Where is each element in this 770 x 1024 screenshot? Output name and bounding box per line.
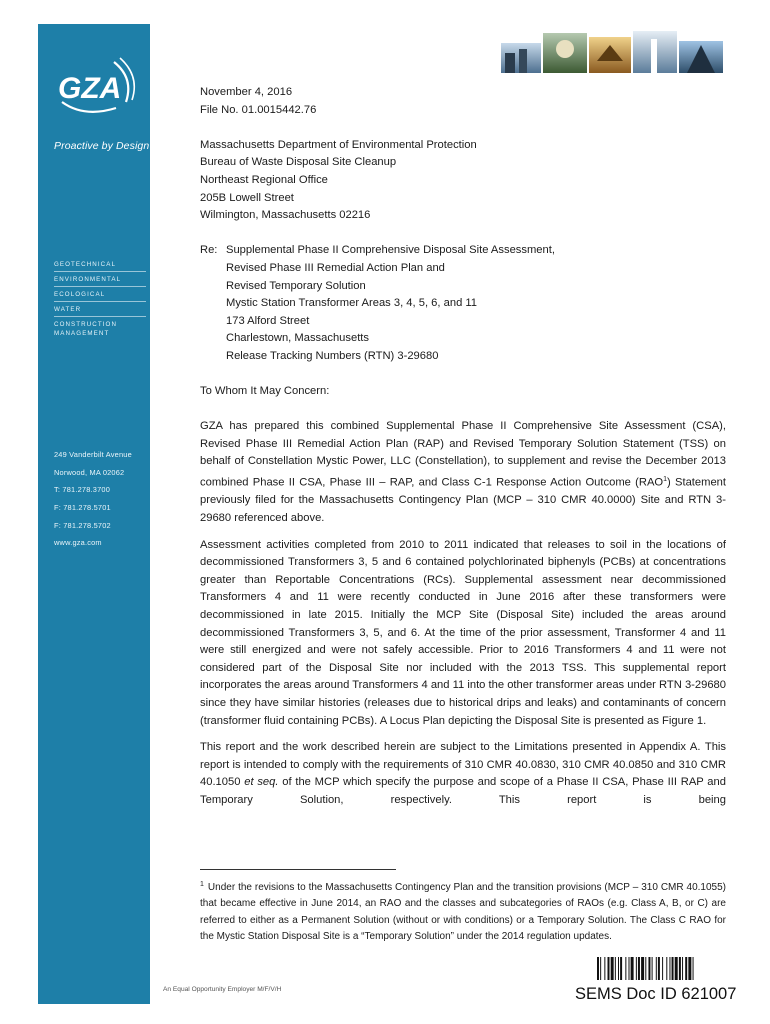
service-item: WATER <box>54 305 146 317</box>
address-city: Norwood, MA 02062 <box>54 467 125 477</box>
service-item-line: CONSTRUCTION <box>54 321 118 328</box>
recipient-line: Massachusetts Department of Environmental Protection <box>200 138 477 151</box>
letter-body <box>200 84 726 809</box>
sems-doc-id: SEMS Doc ID 621007 <box>575 985 737 1003</box>
paragraph-1 <box>200 418 726 527</box>
barcode-bar <box>620 957 622 980</box>
subject-line: Supplemental Phase II Comprehensive Disposal Site Assessment, <box>226 244 555 257</box>
office-address <box>54 450 148 556</box>
paragraph-3-text-end: of the MCP which specify the purpose and scope of a Phase II CSA, Phase III RAP and Temporary Solution, respectively. This report is being <box>200 776 726 806</box>
address-street: 249 Vanderbilt Avenue <box>54 450 132 459</box>
sidebar <box>38 24 150 1004</box>
barcode-bar <box>693 957 694 980</box>
barcode-bar <box>666 957 667 980</box>
footnote <box>200 880 726 946</box>
service-item: ECOLOGICAL <box>54 290 146 302</box>
service-item: GEOTECHNICAL <box>54 260 146 272</box>
gza-logo-icon <box>54 54 138 120</box>
subject-line: Revised Phase III Remedial Action Plan and <box>226 261 445 274</box>
paragraph-2: Assessment activities completed from 2010 to 2011 indicated that releases to soil in the locations of decommissioned Transformers 3, 5 and 6 contained polychlorinated biphenyls (PCBs) at concentrations greater than Reportable Concentrations (RCs). Supplemental assessment near decommissioned Transformers 4 and 11 were recently conducted in June 2016 after these transformers were decommissioned in late 2015. Initially the MCP Site (Disposal Site) included the areas around decommissioned Transformers 3, 5, and 6. At the time of the prior assessment, Transformer 4 and 11 were still energized and were not safely accessible. Prior to 2016 Transformers 4 and 11 were not considered part of the Disposal Site nor included with the 2013 TSS. This supplemental report incorporates the areas around Transformers 4 and 11 into the other transformer areas under RTN 3-29680 since they have similar histories (releases due to historical drips and leaks) and contaminants of concern (transformer fluid containing PCBs). A Locus Plan depicting the Disposal Site is presented as Figure 1. <box>200 538 726 727</box>
barcode-bar <box>600 957 601 980</box>
website-link[interactable]: www.gza.com <box>54 538 102 548</box>
barcode-bar <box>669 957 670 980</box>
barcode-bar <box>648 957 650 980</box>
barcode-bar <box>658 957 660 980</box>
recipient-line: 205B Lowell Street <box>200 191 294 204</box>
salutation: To Whom It May Concern: <box>200 385 330 398</box>
barcode-bar <box>636 957 637 980</box>
barcode-bar <box>672 957 674 980</box>
header-photo-strip <box>501 27 723 77</box>
file-number: File No. 01.0015442.76 <box>200 103 317 116</box>
subject-block <box>200 242 726 365</box>
barcode-bar <box>631 957 634 980</box>
barcode-bar <box>679 957 681 980</box>
phone-number: T: 781.278.3700 <box>54 485 111 495</box>
barcode-bar <box>662 957 663 980</box>
letter-date: November 4, 2016 <box>200 86 293 98</box>
barcode-bar <box>675 957 678 980</box>
barcode-bar <box>597 957 599 980</box>
footnote-mark: 1 <box>200 880 204 888</box>
tagline: Proactive by Design <box>54 140 150 152</box>
paragraph-3 <box>200 739 726 809</box>
recipient-line: Wilmington, Massachusetts 02216 <box>200 209 371 222</box>
barcode-bar <box>629 957 630 980</box>
subject-label: Re: <box>200 244 218 257</box>
service-item: ENVIRONMENTAL <box>54 275 146 287</box>
subject-line: 173 Alford Street <box>226 314 310 327</box>
barcode-bar <box>685 957 687 980</box>
barcode-bar <box>625 957 626 980</box>
barcode-bar <box>682 957 683 980</box>
subject-line: Revised Temporary Solution <box>226 279 366 292</box>
barcode-bar <box>656 957 657 980</box>
barcode-bar <box>604 957 605 980</box>
barcode-bar <box>608 957 610 980</box>
equal-opportunity-notice: An Equal Opportunity Employer M/F/V/H <box>163 986 282 993</box>
barcode-bar <box>652 957 653 980</box>
logo-text: GZA <box>58 72 122 105</box>
barcode-bar <box>618 957 619 980</box>
barcode-bar <box>611 957 614 980</box>
service-item <box>54 320 146 338</box>
barcode-icon <box>597 957 731 980</box>
barcode-bar <box>645 957 646 980</box>
subject-line: Charlestown, Massachusetts <box>226 332 370 345</box>
recipient-line: Bureau of Waste Disposal Site Cleanup <box>200 156 397 169</box>
paragraph-1-text: GZA has prepared this combined Supplemental Phase II Comprehensive Site Assessment (CSA), Revised Phase III Remedial Action Plan (RAP) and Revised Temporary Solution Statement (TSS) on behalf of Constellation Mystic Power, LLC (Constellation), to supplement and revise the December 2013 combined Phase II CSA, Phase III – RAP, and Class C-1 Response Action Outcome (RAO <box>200 420 726 489</box>
subject-line: Mystic Station Transformer Areas 3, 4, 5, 6, and 11 <box>226 297 478 310</box>
barcode-bar <box>615 957 616 980</box>
footnote-ref: 1 <box>663 476 668 484</box>
service-item-line: MANAGEMENT <box>54 330 110 337</box>
barcode-bar <box>641 957 644 980</box>
fax-number: F: 781.278.5702 <box>54 520 111 530</box>
subject-line: Release Tracking Numbers (RTN) 3-29680 <box>226 349 439 362</box>
paragraph-1-text-end: ) Statement previously filed for the Massachusetts Contingency Plan (MCP – 310 CMR 40.0000) Site and RTN 3-29680 referenced above. <box>200 476 727 524</box>
fax-number: F: 781.278.5701 <box>54 503 111 513</box>
footnote-rule <box>200 869 396 870</box>
paragraph-3-text: This report and the work described herein are subject to the Limitations presented in Appendix A. This report is intended to comply with the requirements of 310 CMR 40.0830, 310 CMR 40.0850 and 310 CMR 40.1050 <box>200 741 726 789</box>
recipient-line: Northeast Regional Office <box>200 173 328 186</box>
barcode-bar <box>638 957 640 980</box>
paragraph-3-italic: et seq. <box>244 776 279 789</box>
footnote-text: Under the revisions to the Massachusetts Contingency Plan and the transition provisions (MCP – 310 CMR 40.1055) that became effective in June 2014, an RAO and the classes and subcategories of RAOs (e.g. Class A, B, or C) are referred to either as a Permanent Solution (without or with conditions) or a Temporary Solution. The Class C RAO for the Mystic Station Disposal Site is a “Temporary Solution” under the 2014 regulation updates. <box>200 882 726 943</box>
recipient-address <box>200 137 726 225</box>
barcode-bar <box>688 957 691 980</box>
service-list <box>54 260 146 338</box>
